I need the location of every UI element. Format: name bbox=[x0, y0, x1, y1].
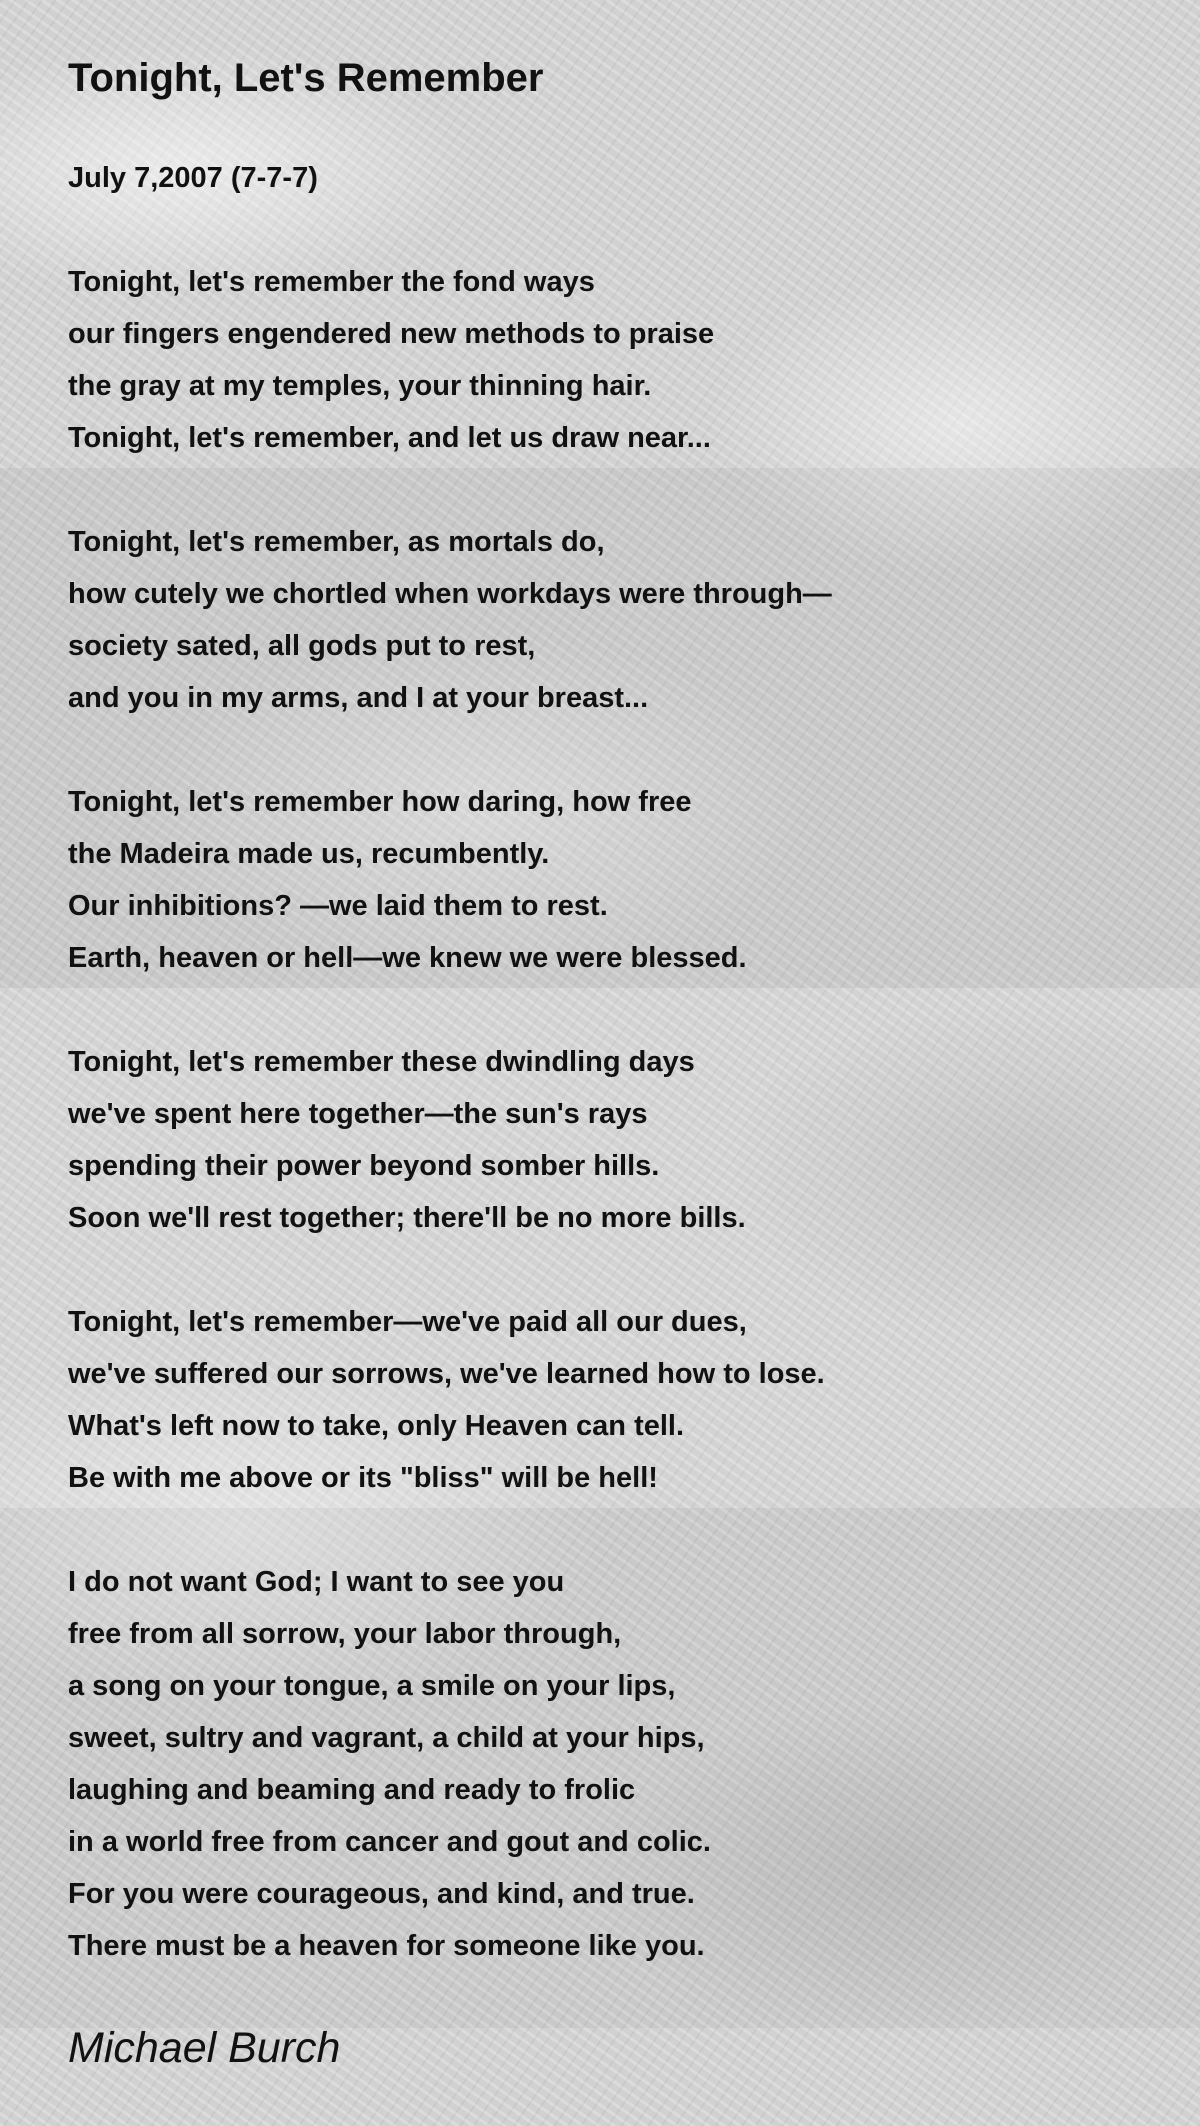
poem-line: Be with me above or its "bliss" will be hell! bbox=[68, 1462, 658, 1494]
stanza-2 bbox=[68, 516, 1148, 724]
poem-line: our fingers engendered new methods to praise bbox=[68, 318, 715, 350]
poem-line: the Madeira made us, recumbently. bbox=[68, 838, 550, 870]
poem-line: how cutely we chortled when workdays were through— bbox=[68, 578, 832, 610]
poem-line: sweet, sultry and vagrant, a child at your hips, bbox=[68, 1722, 705, 1754]
poem-line: free from all sorrow, your labor through, bbox=[68, 1618, 622, 1650]
poem-line: the gray at my temples, your thinning hair. bbox=[68, 370, 652, 402]
poem-line: we've suffered our sorrows, we've learned how to lose. bbox=[68, 1358, 825, 1390]
poem-line: we've spent here together—the sun's rays bbox=[68, 1098, 648, 1130]
poem-line: laughing and beaming and ready to frolic bbox=[68, 1774, 636, 1806]
poem-line: Tonight, let's remember, as mortals do, bbox=[68, 526, 605, 558]
poem-line: I do not want God; I want to see you bbox=[68, 1566, 565, 1598]
spacer bbox=[68, 108, 1148, 152]
date-line: July 7,2007 (7-7-7) bbox=[68, 162, 318, 194]
stanza-6 bbox=[68, 1556, 1148, 1972]
poem-author: Michael Burch bbox=[68, 2024, 341, 2072]
poem-line: Tonight, let's remember the fond ways bbox=[68, 266, 595, 298]
spacer bbox=[68, 204, 1148, 256]
poem-line: What's left now to take, only Heaven can tell. bbox=[68, 1410, 685, 1442]
poem-line: For you were courageous, and kind, and true. bbox=[68, 1878, 695, 1910]
poem-line: Tonight, let's remember these dwindling days bbox=[68, 1046, 695, 1078]
stanza-3 bbox=[68, 776, 1148, 984]
poem-line: and you in my arms, and I at your breast... bbox=[68, 682, 649, 714]
poem-line: in a world free from cancer and gout and colic. bbox=[68, 1826, 711, 1858]
poem-line: Soon we'll rest together; there'll be no more bills. bbox=[68, 1202, 746, 1234]
stanza-5 bbox=[68, 1296, 1148, 1504]
poem-line: Tonight, let's remember, and let us draw near... bbox=[68, 422, 711, 454]
poem-line: society sated, all gods put to rest, bbox=[68, 630, 536, 662]
poem-line: Tonight, let's remember—we've paid all our dues, bbox=[68, 1306, 747, 1338]
poem-line: Earth, heaven or hell—we knew we were blessed. bbox=[68, 942, 747, 974]
poem-line: spending their power beyond somber hills. bbox=[68, 1150, 660, 1182]
poem-title: Tonight, Let's Remember bbox=[68, 56, 544, 100]
poem-line: There must be a heaven for someone like you. bbox=[68, 1930, 705, 1962]
poem-line: Our inhibitions? —we laid them to rest. bbox=[68, 890, 608, 922]
poem-line: a song on your tongue, a smile on your lips, bbox=[68, 1670, 676, 1702]
poem-line: Tonight, let's remember how daring, how free bbox=[68, 786, 692, 818]
poem-content bbox=[68, 48, 1148, 2024]
stanza-4 bbox=[68, 1036, 1148, 1244]
stanza-1 bbox=[68, 256, 1148, 464]
